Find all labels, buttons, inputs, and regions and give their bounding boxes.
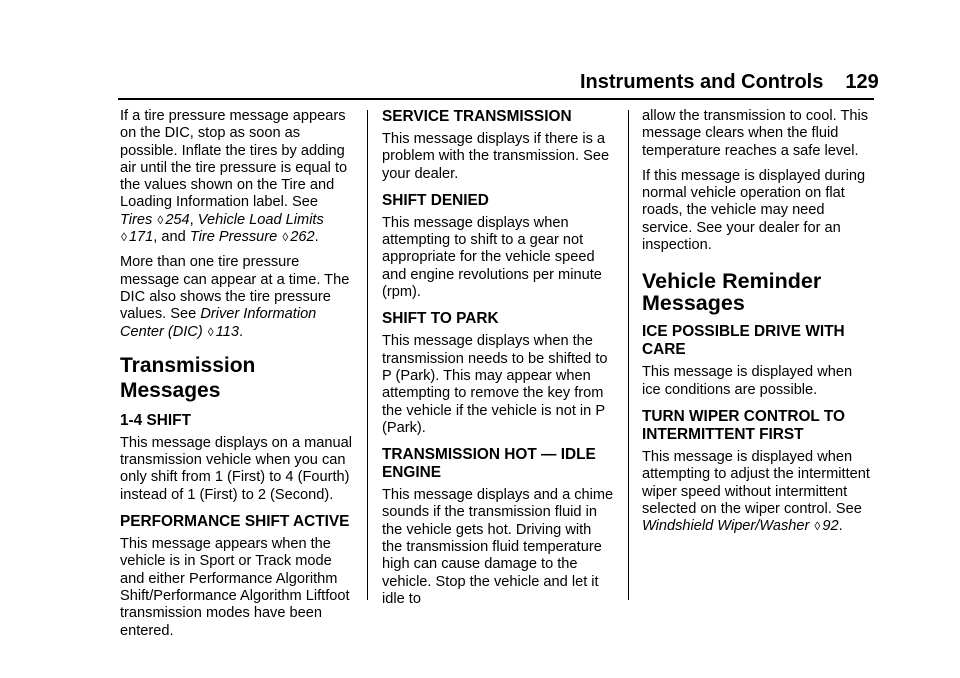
paragraph-shift-to-park: This message displays when the transmission needs to be shifted to P (Park). This may appear when attempting to remove the key from the vehicle if the vehicle is not in P (Park). [382,333,608,436]
paragraph-tire-pressure [120,108,352,246]
section-heading-vehicle-reminder: Vehicle Reminder Messages [642,269,822,316]
subheading-shift-to-park: SHIFT TO PARK [382,310,499,328]
subheading-1-4-shift: 1-4 SHIFT [120,411,191,429]
paragraph-ice-possible: This message is displayed when ice conditions are possible. [642,364,853,398]
separator: , and [153,229,190,246]
paragraph-transmission-hot: This message displays and a chime sounds if the transmission fluid in the vehicle gets hot. Driving with the transmission fluid temperature high can cause damage to the vehicle. Stop the vehicle and let it idle to [382,487,614,607]
page-number: 129 [845,71,879,93]
subheading-transmission-hot: TRANSMISSION HOT — IDLE ENGINE [382,446,596,482]
subheading-turn-wiper: TURN WIPER CONTROL TO INTERMITTENT FIRST [642,407,845,443]
period: . [238,323,244,340]
paragraph-turn-wiper [642,449,874,535]
page-header [580,71,879,94]
paragraph-text: If a tire pressure message appears on the DIC, stop as soon as possible. Inflate the tires by adding air until the tire pressure is equal to the values shown on the Tire and Loading Information label. See [120,108,348,211]
column-2 [382,108,614,608]
column-divider [367,110,368,600]
column-3 [642,108,874,535]
paragraph-shift-denied: This message displays when attempting to shift to a gear not appropriate for the vehicle speed and engine revolutions per minute (rpm). [382,214,602,301]
page-ref-icon: ◊ [157,212,164,227]
paragraph-text: This message is displayed when attempting to adjust the intermittent wiper speed without intermittent selected on the wiper control. See [642,448,870,517]
column-1 [120,108,352,640]
xref-page[interactable]: 254 [165,211,190,228]
xref-tires[interactable]: Tires [120,211,153,228]
column-divider [628,110,629,600]
xref-page[interactable]: 113 [215,323,239,340]
page-ref-icon: ◊ [282,230,289,245]
page-ref-icon: ◊ [121,230,127,245]
separator: , [189,211,198,228]
section-title: Instruments and Controls [580,71,824,93]
page-ref-icon: ◊ [207,324,214,339]
period: . [314,229,319,246]
period: . [838,518,843,535]
xref-vehicle-load-limits[interactable]: Vehicle Load Limits [197,211,324,228]
header-rule [118,98,874,100]
paragraph-flat-roads: If this message is displayed during normal vehicle operation on flat roads, the vehicle may need service. See your dealer for an inspection. [642,167,866,254]
xref-tire-pressure[interactable]: Tire Pressure [189,229,278,246]
subheading-service-transmission: SERVICE TRANSMISSION [382,108,572,125]
xref-page[interactable]: 171 [128,229,154,246]
paragraph-service-transmission: This message displays if there is a problem with the transmission. See your dealer. [382,131,610,182]
paragraph-1-4-shift: This message displays on a manual transmission vehicle when you can only shift from 1 (First) to 4 (Fourth) instead of 1 (First) to 2 (Second). [120,434,352,503]
xref-page[interactable]: 92 [822,518,839,535]
xref-page[interactable]: 262 [290,229,315,246]
subheading-ice-possible: ICE POSSIBLE DRIVE WITH CARE [642,323,845,359]
page-ref-icon: ◊ [814,519,821,534]
paragraph-text: More than one tire pressure message can appear at a time. The DIC also shows the tire pressure values. See [120,254,350,323]
paragraph-transmission-cool: allow the transmission to cool. This message clears when the fluid temperature reaches a safe level. [642,108,869,159]
subheading-performance-shift: PERFORMANCE SHIFT ACTIVE [120,513,350,531]
paragraph-multiple-messages [120,254,352,340]
section-heading-transmission: Transmission Messages [120,353,256,402]
subheading-shift-denied: SHIFT DENIED [382,191,489,209]
paragraph-performance-shift: This message appears when the vehicle is in Sport or Track mode and either Performance Algorithm Shift/Performance Algorithm Liftfoot transmission modes have been entered. [120,536,350,639]
xref-dic[interactable]: Driver Information Center (DIC) [120,306,317,340]
xref-windshield-wiper[interactable]: Windshield Wiper/Washer [642,518,810,535]
